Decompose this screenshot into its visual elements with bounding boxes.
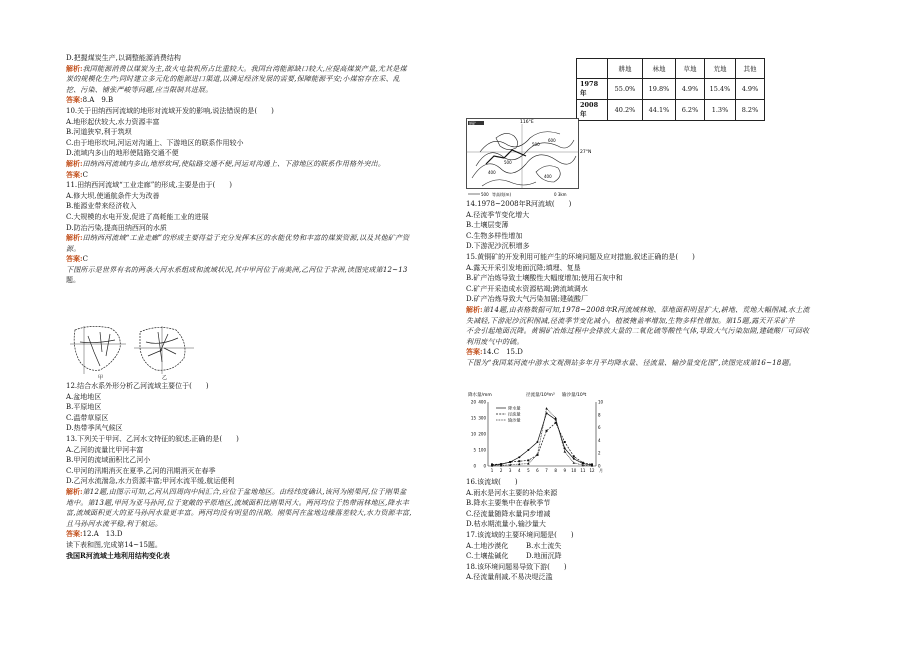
option-c: C.由于地形坎坷,河运对沟通上、下游地区的联系作用较小 [66, 138, 244, 147]
data-point [509, 461, 511, 463]
option-d: D.矿产冶炼导致大气污染加剧;建硫酸厂 [466, 295, 588, 304]
table-cell: 55.0% [608, 79, 643, 100]
analysis-text: 地中。第13题,甲河为亚马孙河,位于宽敞的平原地区,流域面积比刚果河大。两河均位于热带雨林地区,降水丰 [66, 498, 410, 507]
analysis-label: 解析: [66, 233, 83, 243]
mid-tick-label: 0 [473, 463, 476, 469]
table-cell: 15.4% [705, 79, 736, 100]
label-yi: 乙 [162, 375, 168, 381]
x-tick-label: 7 [545, 468, 548, 473]
x-tick-label: 8 [554, 468, 557, 473]
analysis-text: 不会引起地面沉降。黄铜矿冶炼过程中会排放大量的二氧化硫等酸性气体,导致大气污染加剧,建硫酸厂可回收 [466, 327, 810, 336]
answer-text: 8.A 9.B [82, 96, 114, 105]
answer-label: 答案: [66, 529, 83, 539]
question-17: 17.该流域的主要环境问题是( ) [466, 530, 574, 539]
contour-label: 500 [504, 160, 512, 165]
data-point [573, 455, 575, 457]
option-c: C.矿产开采造成水资源枯竭;跨流域调水 [466, 284, 588, 293]
option-b: B.土壤层变薄 [466, 221, 509, 230]
x-tick-label: 6 [536, 468, 539, 473]
table-header-row [577, 59, 765, 79]
question-16: 16.该流域( ) [466, 478, 518, 486]
analysis-text: 利用废气中的硫。 [466, 337, 524, 346]
label-jia: 甲 [98, 375, 104, 381]
option-a: A.土地沙漠化 [466, 541, 509, 550]
table-cell: 1.3% [705, 100, 736, 121]
data-point [509, 463, 511, 465]
answer-label: 答案: [66, 254, 83, 264]
answer-label: 答案: [66, 95, 83, 105]
river-jia-map [70, 326, 126, 374]
data-point [564, 450, 566, 452]
table-row [577, 79, 765, 100]
option-d: D.地面沉降 [526, 552, 562, 561]
option-b: B.河道狭窄,利于筑坝 [66, 128, 132, 137]
question-14: 14.1978~2008年R河流域( ) [466, 200, 572, 208]
x-tick-label: 12 [589, 468, 595, 473]
contour-label: 500 [532, 142, 540, 147]
x-tick-label: 3 [508, 468, 512, 473]
table-cell: 1978年 [577, 79, 608, 100]
left-tick-label: 300 [478, 415, 486, 421]
contour-label: 400 [544, 174, 552, 179]
question-11: 11.田纳西河流域“工业走廊”的形成,主要是由于( ) [66, 181, 232, 190]
question-12: 12.结合水系外形分析乙河流域主要位于( ) [66, 382, 209, 390]
data-point [573, 458, 575, 460]
legend-label: 降水量 [508, 405, 521, 411]
option-a: A.径流季节变化增大 [466, 210, 530, 219]
y-left-label: 降水量/mm [468, 393, 492, 398]
x-tick-label: 1 [490, 468, 494, 473]
x-tick-label: 10 [571, 468, 577, 473]
option-d-prev: D.把握煤炭生产,以调整能源消费结构 [66, 54, 181, 62]
option-a: A.露天开采引发地面沉降;填埋、复垦 [466, 263, 581, 272]
answer-text: 12.A 13.D [82, 530, 123, 539]
data-point [555, 422, 557, 424]
contour-label: 400 [488, 170, 496, 175]
option-d: D.流域内多山的地形使陆路交通不便 [66, 149, 179, 158]
option-c: C.温带草原区 [66, 413, 109, 422]
data-point [518, 456, 520, 458]
option-d: D.下游泥沙沉积增多 [466, 242, 530, 251]
x-tick-label: 4 [517, 468, 521, 473]
chart-legend [496, 405, 521, 424]
question-15: 15.黄铜矿的开发利用可能产生的环境问题及应对措施,叙述正确的是( ) [466, 252, 695, 261]
chart-series [491, 407, 593, 467]
legend-label: 径流量 [508, 411, 521, 417]
table-title: 我国R河流域土地利用结构变化表 [66, 550, 170, 560]
right-tick-label: 0 [598, 463, 601, 469]
data-point [527, 459, 529, 461]
scale-label: 0 3km [554, 192, 567, 197]
answer-text: C [82, 255, 88, 264]
option-d: D.枯水期流量小,输沙量大 [466, 520, 546, 529]
mid-tick-label: 5 [473, 447, 476, 453]
right-tick-label: 6 [598, 425, 601, 431]
analysis-text: 田纳西河流域“工业走廊”的形成主要得益于充分发挥本区的水能优势和丰富的煤炭资源,以及其他矿产资 [82, 234, 410, 243]
option-b: B.平原地区 [66, 403, 102, 412]
y-mid-label: 径流量/10⁸m³ [526, 393, 555, 398]
intro-text: 读下表和图,完成第14~15题。 [66, 540, 162, 549]
analysis-text: 第14题,由表格数据可知,1978~2008年R河流域林地、草地面积明显扩大,耕地、荒地大幅削减,水土流 [482, 305, 810, 314]
contour-label: 600 [548, 138, 556, 143]
right-tick-label: 8 [598, 412, 601, 418]
mid-tick-label: 20 [470, 399, 476, 405]
answer-label: 答案: [66, 169, 83, 179]
intro-text: 下图为“我国某河流中游水文观测站多年月平均降水量、径流量、输沙量变化图”,读图完成第16~18题。 [466, 358, 796, 367]
legend-label: 输沙量 [508, 417, 521, 423]
table-cell: 19.8% [643, 79, 676, 100]
rivers-figure [70, 322, 200, 380]
option-d: D.热带季风气候区 [66, 424, 123, 433]
option-b: B.水土流失 [526, 541, 562, 550]
analysis-label: 解析: [66, 158, 83, 168]
mid-tick-label: 10 [470, 431, 476, 437]
option-a: A.乙河的流量比甲河丰富 [66, 445, 144, 454]
legend-contour-value: 500 [481, 192, 489, 197]
data-point [545, 407, 547, 409]
analysis-label: 解析: [66, 63, 83, 73]
analysis-text: 炭的规模化生产;同时建立多元化的能源进口渠道,以满足经济发展的需要,保障能源平安;小煤窑存在采、乱 [66, 75, 400, 84]
left-tick-label: 400 [478, 399, 486, 405]
series-line-1 [492, 413, 592, 465]
legend-contour-text: 等高线(m) [492, 192, 512, 197]
table-cell: 6.2% [676, 100, 705, 121]
left-tick-label: 0 [483, 463, 486, 469]
table-row [577, 100, 765, 121]
table-cell: 40.2% [608, 100, 643, 121]
option-d: D.防治污染,提高田纳西河的水质 [66, 223, 167, 232]
option-c: C.甲河的汛期消灭在夏季,乙河的汛期消灭在春季 [66, 466, 216, 475]
analysis-label: 解析: [66, 486, 83, 496]
analysis-text: 源。 [66, 244, 81, 253]
answer-label: 答案: [466, 347, 483, 357]
table-header: 其他 [736, 59, 765, 79]
right-tick-label: 4 [598, 437, 601, 443]
intro-text: 题。 [66, 276, 80, 285]
table-header: 荒地 [705, 59, 736, 79]
x-axis-label: 月 [599, 468, 603, 473]
table-header: 耕地 [608, 59, 643, 79]
data-point [582, 462, 584, 464]
data-point [546, 430, 548, 432]
analysis-text: 且马孙河水流平稳,利于航运。 [66, 519, 163, 528]
question-13: 13.下列关于甲河、乙河水文特征的叙述,正确的是( ) [66, 434, 239, 443]
data-point [582, 464, 584, 466]
river-yi-map [134, 326, 194, 374]
x-tick-label: 5 [527, 468, 530, 473]
right-tick-label: 2 [598, 450, 601, 456]
question-10: 10.关于田纳西河流域的地形对流域开发的影响,说法错误的是( ) [66, 106, 274, 115]
lon-label: 116°E [520, 120, 534, 125]
option-b: B.甲河的流域面积比乙河小 [66, 456, 151, 465]
x-tick-label: 9 [563, 468, 567, 473]
analysis-text: 第12题,由图示可知,乙河从四周向中间汇合,应位于盆地地区。由经纬度确认,该河为刚果河,位于刚果盆 [82, 487, 407, 496]
option-c: C.生物多样性增加 [466, 231, 523, 240]
option-b: B.矿产冶炼导致土壤酸性大幅度增加;使用石灰中和 [466, 274, 623, 283]
answer-text: C [82, 170, 88, 179]
lat-label: 27°N [580, 150, 592, 155]
option-a: A.修大坝,使通航条件大为改善 [66, 191, 160, 200]
table-cell: 8.2% [736, 100, 765, 121]
data-point [518, 460, 520, 462]
analysis-text: 田纳西河流域内多山,地形坎坷,使陆路交通不便,河运对沟通上、下游地区的联系作用格外突出。 [82, 159, 386, 168]
analysis-label: 解析: [466, 304, 483, 314]
table-cell: 44.1% [643, 100, 676, 121]
data-point [554, 417, 556, 419]
left-tick-label: 100 [478, 447, 486, 453]
data-point [527, 449, 529, 451]
analysis-text: 我国能源消费以煤炭为主,故火电装机所占比重较大。我国台湾能源缺口较大,应提高煤炭产量,尤其是煤 [82, 64, 407, 73]
option-a: A.盆地地区 [66, 392, 102, 401]
option-b: B.降水主要集中在春秋季节 [466, 499, 551, 508]
option-a: A.雨水是河水主要的补给来源 [466, 488, 558, 497]
analysis-text: 挖、污染、铺张严峻等问题,应当限制其进展。 [66, 85, 213, 94]
table-cell: 4.9% [736, 79, 765, 100]
option-c: C.径流量随降水量同步增减 [466, 509, 551, 518]
answer-text: 14.C 15.D [482, 348, 523, 357]
table-cell: 4.9% [676, 79, 705, 100]
analysis-text: 失减轻,下游泥沙沉积削减,径流季节变化减小。植被掩盖率增加,生物多样性增加。第15题,露天开采矿井 [466, 316, 795, 325]
analysis-text: 富,流域面积更大的亚马孙河水量更丰富。两河均没有明显的汛期。刚果河在盆地边缘落差较大,水力资源丰富, [66, 509, 412, 518]
left-tick-label: 200 [478, 431, 486, 437]
x-tick-label: 2 [499, 468, 503, 473]
option-a: A.径流量削减,不易决堤泛滥 [466, 573, 553, 582]
data-point [536, 441, 538, 443]
y-right-label: 输沙量/10⁸t [562, 393, 587, 398]
series-line-3 [492, 408, 592, 465]
table-header: 林地 [643, 59, 676, 79]
option-c: C.大规模的水电开发,促进了高耗能工业的进展 [66, 212, 209, 221]
mid-tick-label: 15 [470, 415, 476, 421]
question-18: 18.该环境问题易导致下游( ) [466, 562, 567, 571]
land-use-table [576, 58, 765, 121]
option-b: B.能源业带来经济收入 [66, 202, 137, 211]
option-c: C.土壤盐碱化 [466, 552, 509, 561]
intro-text: 下图所示是世界有名的两条大河水系组成和流域状况,其中甲河位于南美洲,乙河位于非洲,读图完成第12~13 [66, 265, 408, 274]
table-cell: 2008年 [577, 100, 608, 121]
table-header: 草地 [676, 59, 705, 79]
option-d: D.乙河水流湍急,水力资源丰富;甲河水流平缓,航运便利 [66, 477, 235, 486]
data-point [518, 463, 520, 465]
right-tick-label: 10 [598, 399, 604, 405]
x-tick-label: 11 [580, 468, 586, 473]
series-line-2 [492, 423, 592, 465]
mine-legend: 铜矿 [469, 121, 476, 126]
hydrology-chart [466, 390, 616, 476]
data-point [564, 441, 566, 443]
topographic-map [466, 116, 590, 198]
option-a: A.地形起伏较大,水力资源丰富 [66, 117, 160, 126]
table-header [577, 59, 608, 79]
